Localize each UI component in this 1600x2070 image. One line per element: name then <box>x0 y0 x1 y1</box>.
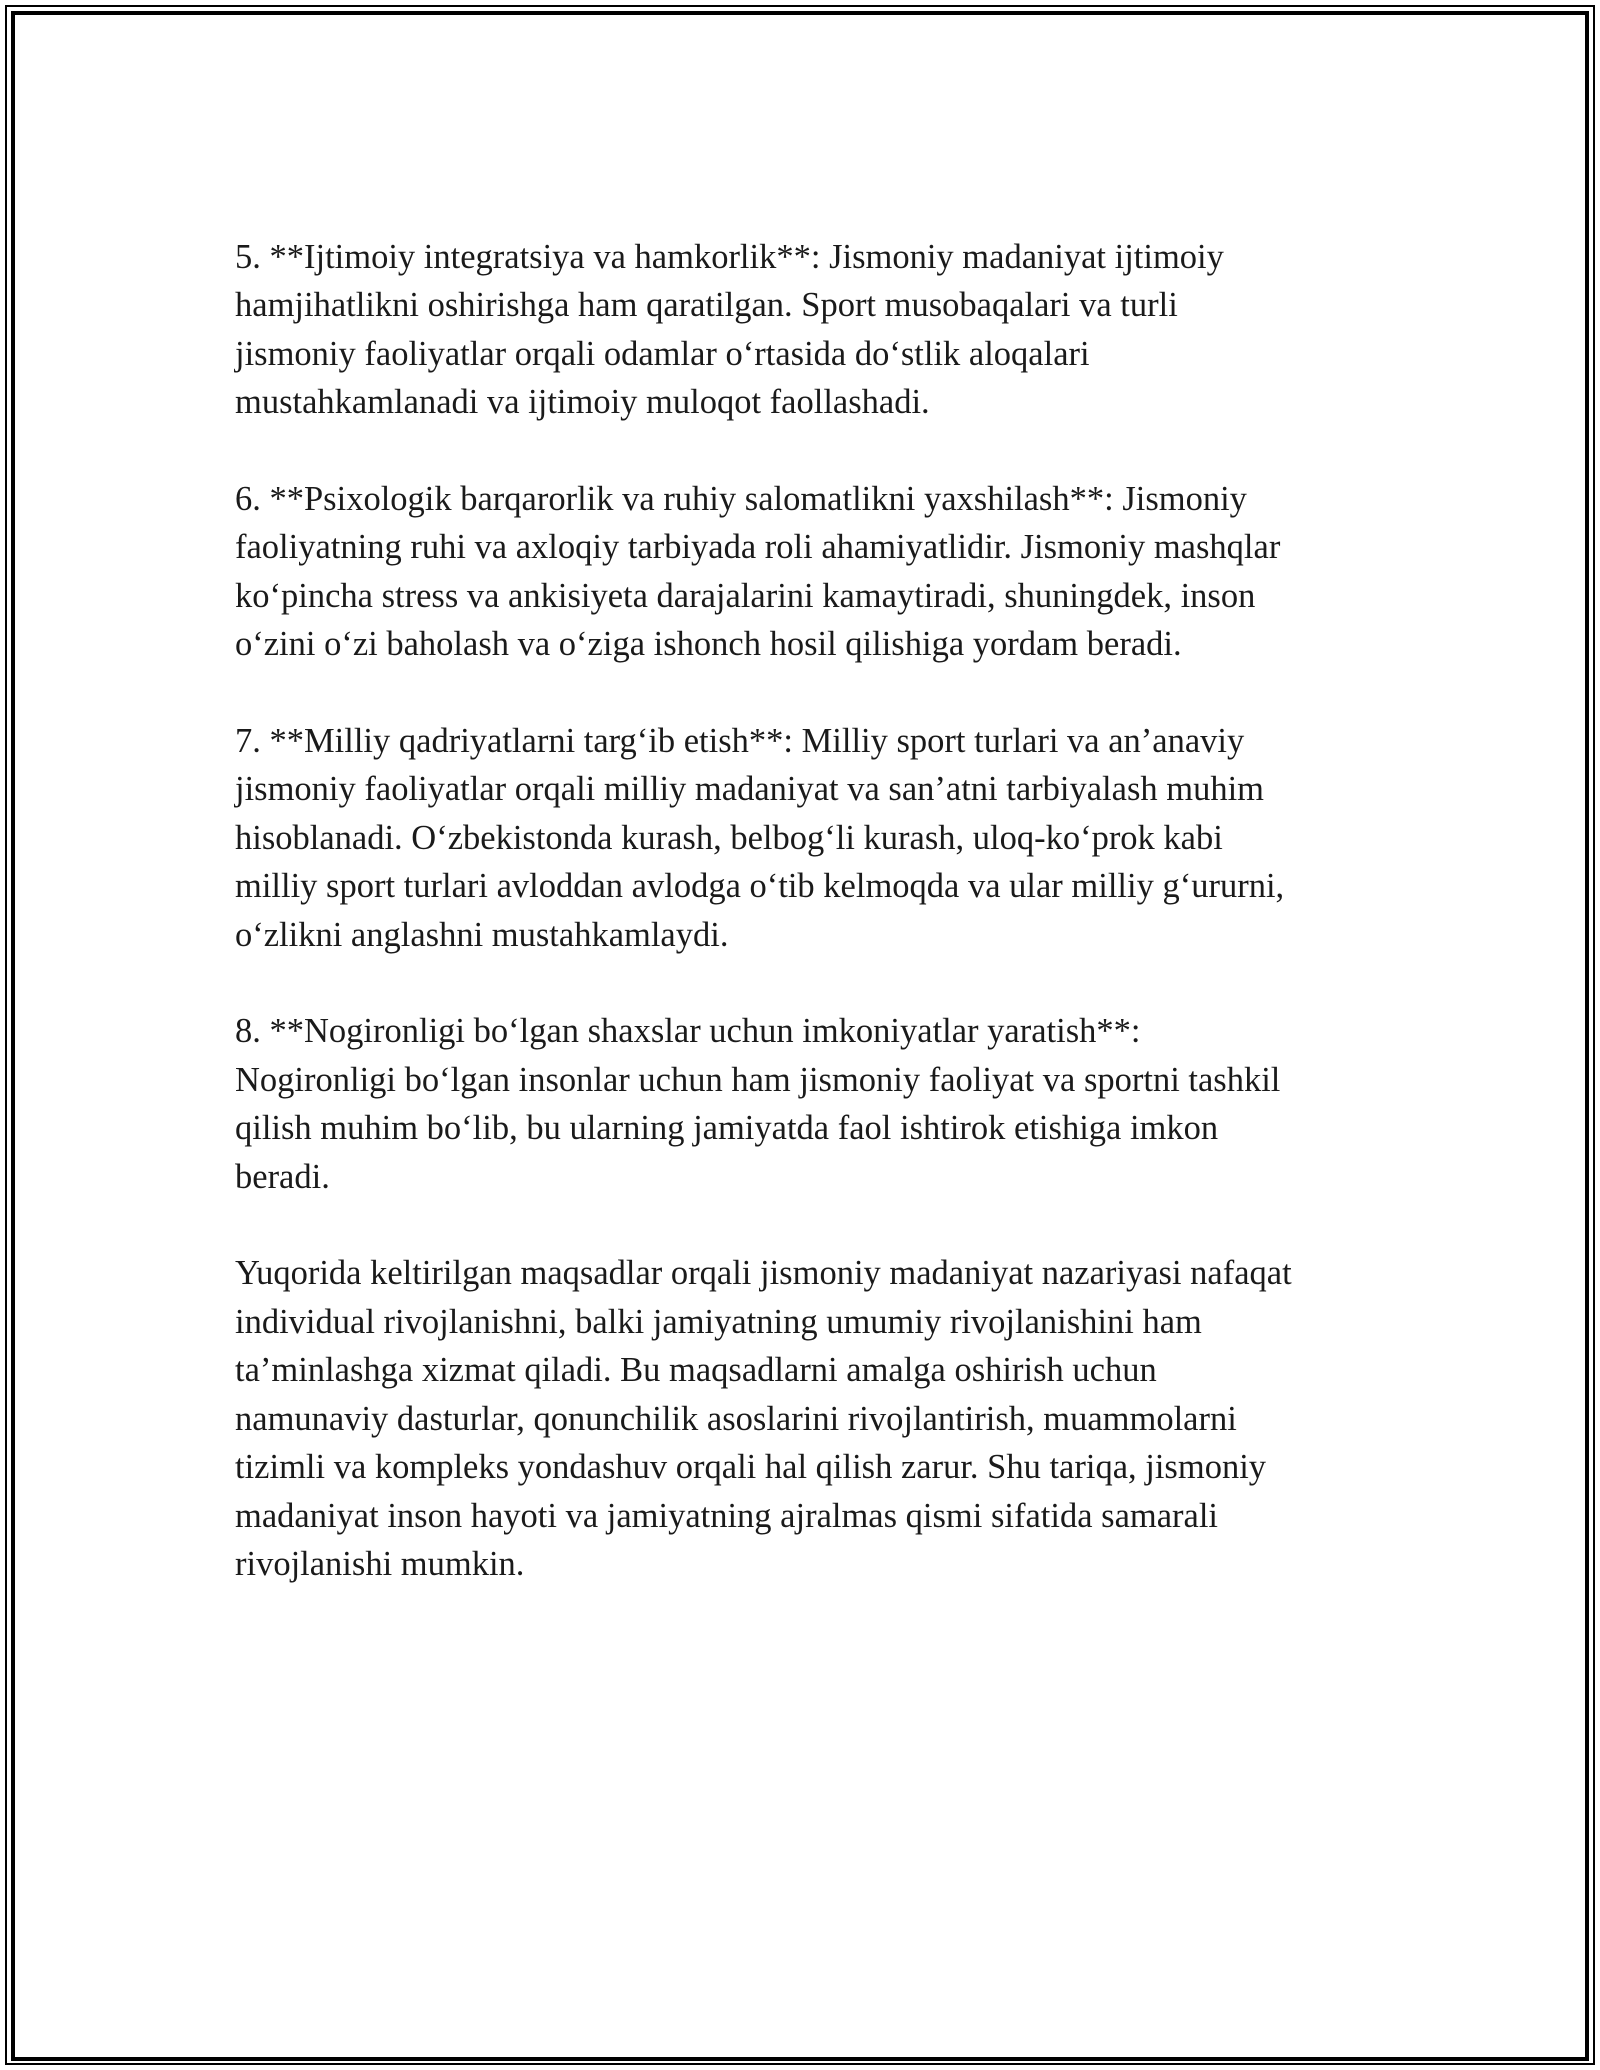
paragraph-national-values <box>235 717 1385 959</box>
text-line: namunaviy dasturlar, qonunchilik asoslarini rivojlantirish, muammolarni <box>235 1399 1237 1438</box>
text-line: hamjihatlikni oshirishga ham qaratilgan. Sport musobaqalari va turli <box>235 286 1178 325</box>
text-line: 6. **Psixologik barqarorlik va ruhiy salomatlikni yaxshilash**: Jismoniy <box>235 480 1247 519</box>
text-line: o‘zini o‘zi baholash va o‘ziga ishonch hosil qilishiga yordam beradi. <box>235 625 1182 664</box>
text-line: jismoniy faoliyatlar orqali milliy madaniyat va san’atni tarbiyalash muhim <box>235 770 1265 809</box>
text-line: Nogironligi bo‘lgan insonlar uchun ham jismoniy faoliyat va sportni tashkil <box>235 1060 1281 1099</box>
text-line: madaniyat inson hayoti va jamiyatning ajralmas qismi sifatida samarali <box>235 1496 1218 1535</box>
paragraph-conclusion <box>235 1249 1385 1588</box>
text-line: qilish muhim bo‘lib, bu ularning jamiyatda faol ishtirok etishiga imkon <box>235 1109 1219 1148</box>
text-line: jismoniy faoliyatlar orqali odamlar o‘rtasida do‘stlik aloqalari <box>235 334 1090 373</box>
text-line: beradi. <box>235 1157 330 1196</box>
text-line: 7. **Milliy qadriyatlarni targ‘ib etish**: Milliy sport turlari va an’anaviy <box>235 722 1245 761</box>
text-line: individual rivojlanishni, balki jamiyatning umumiy rivojlanishini ham <box>235 1302 1202 1341</box>
paragraph-psychological-stability <box>235 475 1385 669</box>
text-line: rivojlanishi mumkin. <box>235 1544 525 1583</box>
paragraph-social-integration <box>235 233 1385 427</box>
text-line: mustahkamlanadi va ijtimoiy muloqot faollashadi. <box>235 383 930 422</box>
paragraph-disability-opportunities <box>235 1007 1385 1201</box>
text-line: 8. **Nogironligi bo‘lgan shaxslar uchun imkoniyatlar yaratish**: <box>235 1012 1141 1051</box>
text-line: milliy sport turlari avloddan avlodga o‘tib kelmoqda va ular milliy g‘ururni, <box>235 867 1285 906</box>
document-body <box>235 233 1385 1588</box>
text-line: Yuqorida keltirilgan maqsadlar orqali jismoniy madaniyat nazariyasi nafaqat <box>235 1254 1292 1293</box>
text-line: ta’minlashga xizmat qiladi. Bu maqsadlarni amalga oshirish uchun <box>235 1351 1157 1390</box>
text-line: ko‘pincha stress va ankisiyeta darajalarini kamaytiradi, shuningdek, inson <box>235 576 1256 615</box>
text-line: tizimli va kompleks yondashuv orqali hal qilish zarur. Shu tariqa, jismoniy <box>235 1448 1267 1487</box>
text-line: hisoblanadi. O‘zbekistonda kurash, belbog‘li kurash, uloq-ko‘prok kabi <box>235 818 1223 857</box>
text-line: 5. **Ijtimoiy integratsiya va hamkorlik**: Jismoniy madaniyat ijtimoiy <box>235 238 1224 276</box>
text-line: o‘zlikni anglashni mustahkamlaydi. <box>235 915 729 954</box>
text-line: faoliyatning ruhi va axloqiy tarbiyada roli ahamiyatlidir. Jismoniy mashqlar <box>235 528 1281 567</box>
